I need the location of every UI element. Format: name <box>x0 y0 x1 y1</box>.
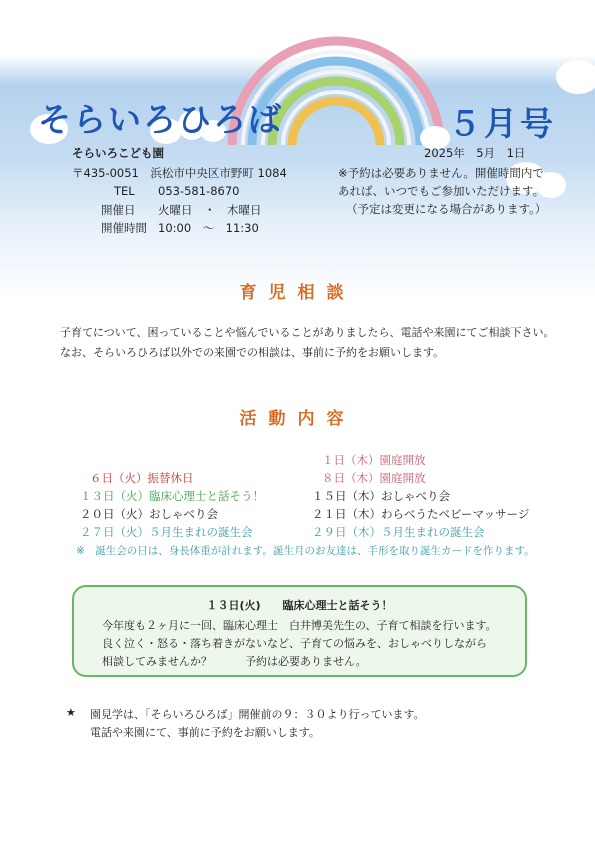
days-value: 火曜日 ・ 木曜日 <box>158 203 262 217</box>
activity-left-1: ６日（火）振替休日 <box>90 471 194 485</box>
consultation-notice-box <box>72 585 527 677</box>
consult-line-2: なお、そらいろひろば以外での来園での相談は、事前に予約をお願いします。 <box>60 346 445 359</box>
hours-value: 10:00 ～ 11:30 <box>158 221 259 235</box>
org-name: そらいろこども園 <box>72 146 164 160</box>
issue-date: 2025年 5月 1日 <box>424 146 526 160</box>
activity-right-2: ８日（木）園庭開放 <box>322 471 426 485</box>
box-line-1: 今年度も２ヶ月に一回、臨床心理士 白井博美先生の、子育て相談を行います。 <box>102 619 497 632</box>
activity-right-1: １日（木）園庭開放 <box>322 453 426 467</box>
activity-right-5: ２９日（木）５月生まれの誕生会 <box>312 525 485 539</box>
hours-label: 開催時間 <box>101 221 147 235</box>
activities-heading: 活動内容 <box>239 409 356 429</box>
activity-left-2: １３日（火）臨床心理士と話そう！ <box>80 489 264 503</box>
tel-number: 053-581-8670 <box>158 184 240 198</box>
activity-left-4: ２７日（火）５月生まれの誕生会 <box>80 525 253 539</box>
activity-left-3: ２０日（火）おしゃべり会 <box>80 507 218 521</box>
cloud <box>556 60 595 94</box>
notice-line-2: あれば、いつでもご参加いただけます。 <box>338 184 545 198</box>
issue-label: ５月号 <box>448 104 556 143</box>
star-icon: ★ <box>66 706 76 719</box>
tel-label: TEL <box>114 184 135 198</box>
notice-line-1: ※予約は必要ありません。開催時間内で <box>338 166 544 180</box>
box-line-3: 相談してみませんか？ 予約は必要ありません。 <box>102 655 367 668</box>
activity-right-4: ２１日（木）わらべうたベビーマッサージ <box>312 507 530 521</box>
footer-line-1: 園見学は、「そらいろひろば」開催前の９：３０より行っています。 <box>90 708 425 721</box>
footer-line-2: 電話や来園にて、事前に予約をお願いします。 <box>90 726 320 739</box>
notice-line-3: （予定は変更になる場合があります。） <box>346 202 547 216</box>
birthday-note: ※ 誕生会の日は、身長体重が計れます。誕生月のお友達は、手形を取り誕生カードを作ります。 <box>76 545 535 557</box>
box-line-2: 良く泣く・怒る・落ち着きがないなど、子育ての悩みを、おしゃべりしながら <box>102 637 487 650</box>
box-title: １３日(火) 臨床心理士と話そう！ <box>206 599 393 612</box>
consult-heading: 育児相談 <box>239 283 356 303</box>
address: 〒435-0051 浜松市中央区市野町 1084 <box>72 166 287 180</box>
days-label: 開催日 <box>101 203 136 217</box>
consult-line-1: 子育てについて、困っていることや悩んでいることがありましたら、電話や来園にてご相談下さい。 <box>60 326 555 339</box>
activity-right-3: １５日（木）おしゃべり会 <box>312 489 450 503</box>
newsletter-title: そらいろひろば <box>38 100 283 139</box>
